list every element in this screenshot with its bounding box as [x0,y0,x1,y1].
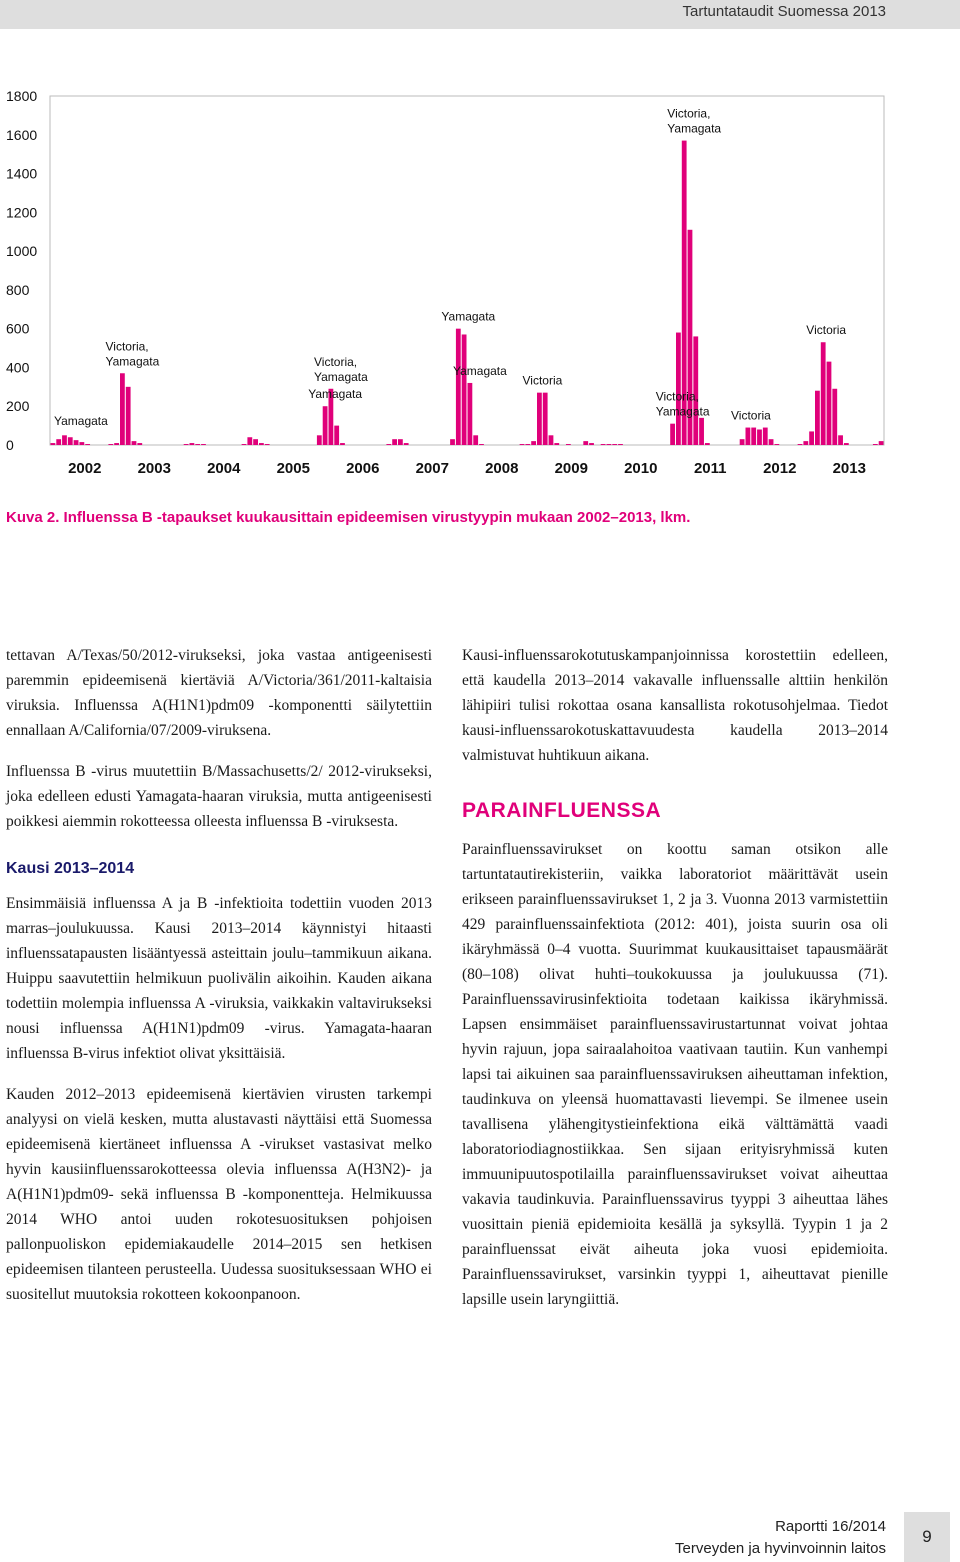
bar [51,443,56,445]
figure-caption: Kuva 2. Influenssa B -tapaukset kuukausittain epideemisen virustyypin mukaan 2002–2013, lkm. [6,509,691,526]
bar [126,387,131,445]
bar [583,441,588,445]
virus-annotation: Yamagata [453,363,507,378]
bar [74,440,79,445]
bar [809,431,814,445]
bar [757,429,762,445]
bar [137,443,142,445]
bar [468,383,473,445]
bar [323,406,328,445]
virus-annotation: Victoria [522,373,563,388]
y-tick-label: 0 [6,437,14,453]
virus-annotation: Yamagata [441,309,496,324]
virus-annotation: Victoria, Yamagata [105,339,160,369]
bar [392,439,397,445]
x-tick-label: 2012 [763,460,797,477]
bar [607,444,612,445]
bar [549,435,554,445]
bar [68,437,73,445]
bar [531,441,536,445]
paragraph: Kausi-influenssarokotutuskampanjoinnissa korostettiin edelleen, että kaudella 2013–2014 vakavalle influenssalle alttiin henkilön lähipiiri tulisi rokottaa osana kansallista rokotusohjelmaa. Tiedot kausi-influenssarokotuskattavuudesta kaudella 2013–2014 valmistuvat huhtikuun aikana. [462,647,888,764]
paragraph: Influenssa B -virus muutettiin B/Massachusetts/2/ 2012-virukseksi, joka edelleen edusti Yamagata-haaran viruksia, mutta antigeenisesti poikkesi aiemmin rokotteessa olleesta influenssa B -viruksesta. [6,763,432,830]
footer-report [675,1516,886,1560]
paragraph: Kauden 2012–2013 epideemisenä kiertävien virusten tarkempi analyysi on vielä kesken, mutta alustavasti näyttäisi että Suomessa epideemisenä kiertäneet influenssa A -virukset vastasivat melko hyvin kausiinfluenssarokotteessa olevia influenssa A(H3N2)- ja A(H1N1)pdm09- sekä influenssa B -komponentteja. Helmikuussa 2014 WHO antoi uuden rokotesuosituksen pohjoisen pallonpuoliskon epidemiakaudelle 2014–2015 sen hetkisen epideemisen tilanteen perusteella. Uudessa suosituksessaan WHO ei suositellut muutoksia rokotteen kokoonpanoon. [6,1086,432,1303]
bar [340,443,345,445]
report-number: Raportti 16/2014 [775,1518,886,1535]
bar [537,393,542,445]
virus-annotation: Victoria, Yamagata [667,106,722,136]
x-tick-label: 2002 [68,460,102,477]
bar [479,444,484,445]
bar [132,441,137,445]
x-tick-label: 2003 [137,460,171,477]
running-title: Tartuntataudit Suomessa 2013 [682,3,886,20]
bar [873,444,878,445]
bar [520,444,525,445]
bar [462,334,467,445]
page-number: 9 [904,1512,950,1562]
bar [62,435,67,445]
bar [450,439,455,445]
y-tick-label: 1800 [6,88,38,104]
bar [827,362,832,445]
bar [740,439,745,445]
bar [56,439,61,445]
y-tick-label: 1600 [6,126,38,143]
virus-annotation: Yamagata [308,387,363,402]
bar [832,389,837,445]
organization-name: Terveyden ja hyvinvoinnin laitos [675,1540,886,1557]
bar [589,443,594,445]
bar [699,418,704,445]
y-tick-label: 1400 [6,165,38,182]
bar [798,444,803,445]
virus-annotation: Victoria, Yamagata [314,354,368,384]
chart-svg [0,88,960,488]
bar [114,443,119,445]
bar [670,424,675,445]
bar [774,444,779,445]
bar [398,439,403,445]
bar [601,444,606,445]
bar [844,443,849,445]
bar [195,444,200,445]
y-tick-label: 800 [6,281,30,298]
bar [751,428,756,445]
virus-annotation: Yamagata [54,414,108,428]
y-tick-label: 200 [6,398,30,415]
bar [612,444,617,445]
bar [705,443,710,445]
bar [259,443,264,445]
bar [108,444,113,445]
bar [746,428,751,445]
influenza-b-chart [0,88,960,488]
plot-frame [50,96,884,445]
bar [201,444,206,445]
bar [543,393,548,445]
bar [247,437,252,445]
x-tick-label: 2009 [554,460,588,477]
bar [85,444,90,445]
bar [404,443,409,445]
bar [838,435,843,445]
right-column [462,643,888,1328]
bar [803,441,808,445]
bar [473,435,478,445]
virus-annotation: Victoria, Yamagata [655,389,710,419]
x-tick-label: 2007 [415,460,449,477]
bar [242,444,247,445]
bar [618,444,623,445]
bar [763,428,768,445]
paragraph: Ensimmäisiä influenssa A ja B -infektioita todettiin vuoden 2013 marras–joulukuussa. Kausi 2013–2014 käynnistyi hitaasti influenssatapausten lisääntyessä asteittain joulu–tammikuun aikana. Huippu saavutettiin helmikuun puolivälin aikoihin. Kauden aikana todettiin molempia influenssa A -viruksia, vaikkakin valtavirukseksi nousi influenssa A(H1N1)pdm09 -virus. Yamagata-haaran influenssa B-virus infektiot olivat yksittäisiä. [6,895,432,1062]
page-header [0,0,960,29]
virus-annotation: Victoria [806,323,847,338]
section-heading-parainfluenssa: PARAINFLUENSSA [462,799,662,822]
x-tick-label: 2013 [832,460,866,477]
bar [265,444,270,445]
bar [190,443,195,445]
x-tick-label: 2005 [276,460,310,477]
x-tick-label: 2008 [485,460,519,477]
bar [566,444,571,445]
bar [821,342,826,445]
bar [879,441,884,445]
bar [769,439,774,445]
x-tick-label: 2011 [693,460,727,477]
paragraph: Parainfluenssavirukset on koottu saman otsikon alle tartuntatautirekisteriin, vaikka laboratoriot määrittävät usein erikseen parainfluenssavirukset 1, 2 ja 3. Vuonna 2013 varmistettiin 429 parainfluenssainfektiota (2012: 401), joista suurin osa oli ikäryhmässä 0–4 vuotta. Suurimmat kuukausittaiset tapausmäärät (80–108) olivat huhti–toukokuussa ja joulukuussa (71). Parainfluenssavirusinfektioita todetaan kaikissa ikäryhmissä. Lapsen ensimmäiset parainfluenssavirustartunnat voivat johtaa hyvin rajuun, jopa sairaalahoitoa vaativaan tautiin. Kun vanhempi lapsi tai aikuinen saa parainfluenssaviruksen aiheuttaman infektion, taudinkuva on yleensä huomattavasti lievempi. Se ilmenee usein tavallisena ylähengitystieinfektiona eikä välttämättä vaadi laboratoriodiagnostiikkaa. Sen sijaan erityisryhmissä kuten immuunipuutospotilailla parainfluenssavirukset voivat aiheuttaa vakavia taudinkuvia. Parainfluenssavirus tyyppi 3 aiheuttaa lähes vuosittain pieniä epidemioita kesällä ja syksyllä. Tyypin 1 ja 2 parainfluenssat eivät aiheuta joka vuosi epidemioita. Parainfluenssavirukset, varsinkin tyyppi 1, aiheuttavat pienille lapsille usein laryngiittiä. [462,841,888,1308]
bar [456,329,461,445]
bar [120,373,125,445]
left-column [6,643,432,1323]
section-heading-kausi: Kausi 2013–2014 [6,860,135,877]
virus-annotation: Victoria [731,408,771,423]
bar [815,391,820,445]
bar [317,435,322,445]
x-tick-label: 2010 [624,460,658,477]
bar [525,444,530,445]
y-tick-label: 1200 [6,204,38,221]
y-tick-label: 600 [6,320,30,337]
bar [184,444,189,445]
bar [554,443,559,445]
y-tick-label: 1000 [6,243,38,260]
x-tick-label: 2006 [346,460,380,477]
paragraph: tettavan A/Texas/50/2012-virukseksi, joka vastaa antigeenisesti paremmin epideemisenä kiertäviä A/Victoria/361/2011-kaltaisia viruksia. Influenssa A(H1N1)pdm09 -komponentti säilytettiin ennallaan A/California/07/2009-viruksena. [6,647,432,739]
bar [334,426,339,445]
bar [79,442,84,445]
bar [386,444,391,445]
x-tick-label: 2004 [207,460,241,477]
bar [253,439,258,445]
y-tick-label: 400 [6,359,30,376]
